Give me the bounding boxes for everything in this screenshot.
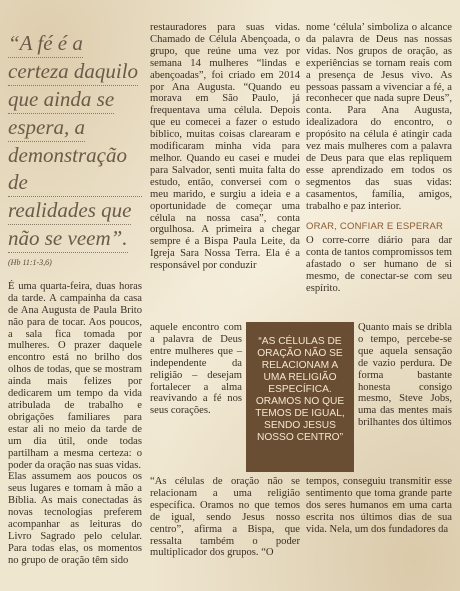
quote-line: não se veem”. [8, 225, 128, 253]
body-paragraph: É uma quarta-feira, duas horas da tarde. A campainha da casa de Ana Augusta de Paula Brito não para de tocar. Aos poucos, a sala fica tomada por mulheres. O prazer daquele encontro está no brilho dos olhos de todas, que se mostram ainda mais felizes por dedicarem um tempo da vida atribulada de trabalho e obrigações familiares para estar ali no meio da tarde de um dia útil, onde todas partilham a mesma certeza: o poder da oração nas suas vidas. [8, 280, 142, 471]
quote-reference: (Hb 11:1-3,6) [8, 258, 52, 267]
body-paragraph: O corre-corre diário para dar conta de tantos compromissos tem afastado o ser humano de si mesmo, de conectar-se com seu espírito. [306, 235, 452, 295]
pull-quote-box [246, 322, 354, 472]
body-paragraph: Elas assumem aos poucos os seus lugares e tomam à mão a Bíblia. As mais conectadas às novas tecnologias preferem acompanhar as leituras do Livro Sagrado pelo celular. Para todas elas, os momentos no grupo de oração têm sido [8, 471, 142, 566]
quote-line: realidades que [8, 197, 131, 225]
wrap-text-right: Quanto mais se dribla o tempo, percebe-se que aquela sensação de vazio perdura. De forma bastante honesta consigo mesmo, Steve Jobs, uma das mentes mais brilhantes dos últimos [358, 322, 452, 429]
quote-line: demonstração de [8, 142, 142, 197]
bottom-text-middle: “As células de oração não se relacionam a uma religião específica. Oramos no que temos de igual, sendo Jesus nosso centro”, afirma a Bispa, que ressalta também o poder multiplicador dos grupos. “O [150, 476, 300, 559]
column-left [8, 30, 142, 567]
body-paragraph: restauradores para suas vidas. Chamado de Célula Abençoada, o grupo, que reúne uma vez por semana 14 mulheres “lindas e abençoadas”, foi criado em 2014 por Ana Augusta. “Quando eu morava em São Paulo, já frequentava uma célula. Depois que eu comecei a fazer o estudo bíblico, muitas coisas clarearam e modificaram minha vida para melhor. Quando eu casei e mudei para Salvador, senti muita falta do estudo, então, conversei com o meu marido, e surgiu a ideia e a oportunidade de começar uma célula na nossa casa”, conta orgulhosa. A primeira a chegar sempre é a Bispa Paula Leite, da Igreja Sara Nossa Terra. Ela é a responsável por conduzir [150, 22, 300, 272]
quote-line: que ainda se [8, 86, 114, 114]
quote-line: certeza daquilo [8, 58, 138, 86]
quote-line: “A fé é a [8, 30, 83, 58]
column-middle [150, 22, 300, 272]
section-subheading: ORAR, CONFIAR E ESPERAR [306, 220, 444, 232]
pull-quote-text: “AS CÉLULAS DE ORAÇÃO NÃO SE RELACIONAM A UMA RELIGIÃO ESPECÍFICA. ORAMOS NO QUE TEMOS DE IGUAL, SENDO JESUS NOSSO CENTRO” [255, 336, 345, 443]
column-right [306, 22, 452, 295]
quote-line: espera, a [8, 114, 85, 142]
body-paragraph: nome ‘célula’ simboliza o alcance da palavra de Deus nas nossas vidas. Nos grupos de oração, as experiências se tornam reais com a presença de Jesus vivo. As pessoas passam a vivenciar a fé, a reconhecer que nada supre Deus”, conta. Para Ana Augusta, idealizadora do encontro, o propósito na célula é atingir cada vez mais mulheres com a palavra de Deus para que elas repliquem esse aprendizado em todos os segmentos das suas vidas: casamentos, família, amigos, trabalho e paz interior. [306, 22, 452, 212]
epigraph-quote [8, 30, 142, 253]
bottom-text-right: tempos, conseguiu transmitir esse sentimento que toma grande parte dos seres humanos em uma carta escrita nos últimos dias de sua vida. Nela, um dos fundadores da [306, 476, 452, 535]
wrap-text-left: aquele encontro com a palavra de Deus entre mulheres que – independente da religião – desejam fortalecer a alma reavivando a fé nos seus corações. [150, 322, 242, 417]
